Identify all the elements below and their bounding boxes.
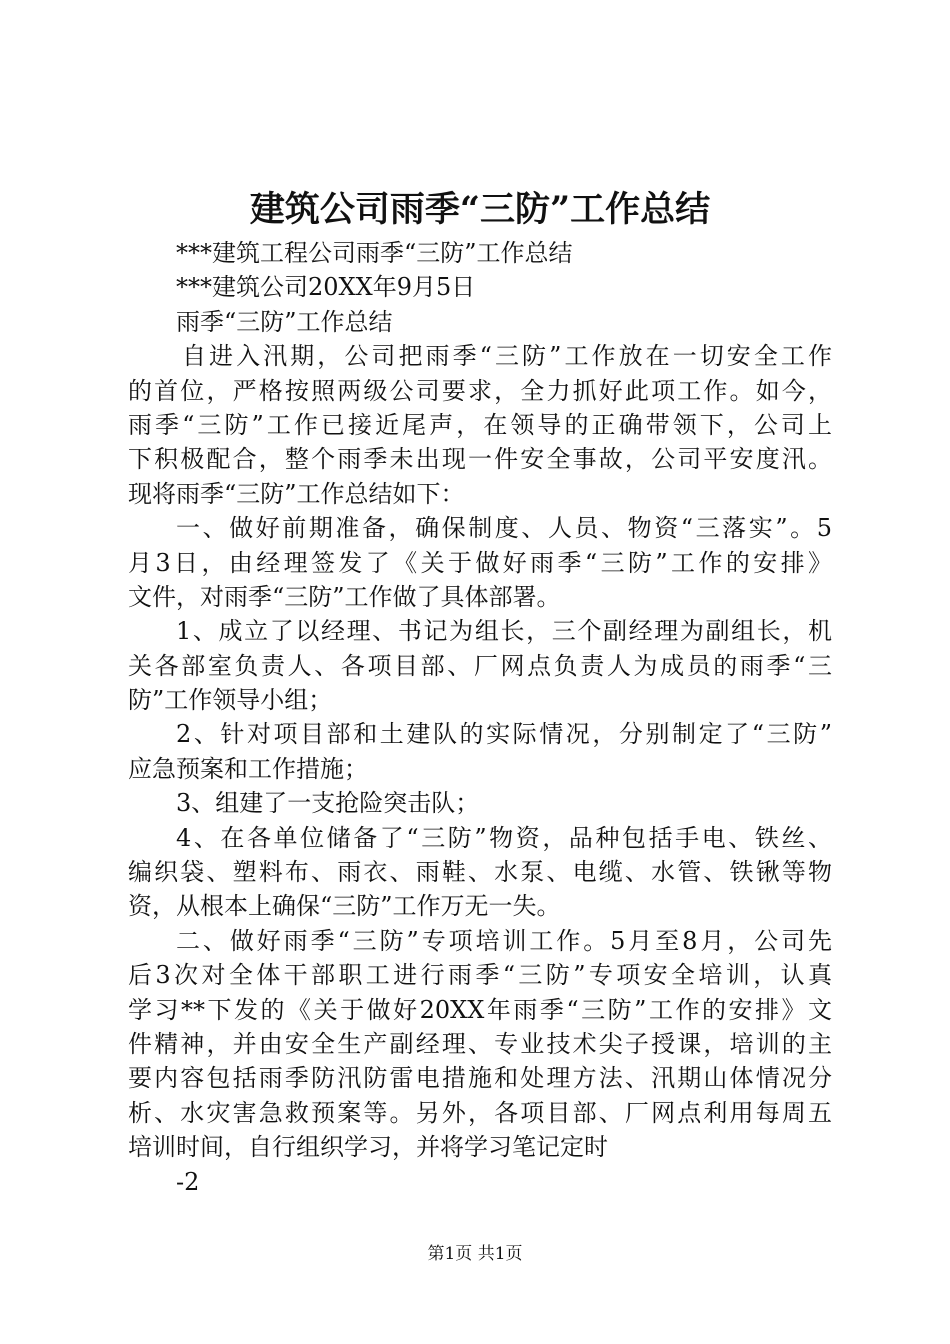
body-line: 一、做好前期准备，确保制度、人员、物资“三落实”。5 bbox=[176, 514, 832, 543]
body-line: 件精神，并由安全生产副经理、专业技术尖子授课，培训的主 bbox=[128, 1029, 832, 1058]
body-line: 的首位，严格按照两级公司要求，全力抓好此项工作。如今， bbox=[128, 376, 832, 405]
body-line: 关各部室负责人、各项目部、厂网点负责人为成员的雨季“三 bbox=[128, 651, 832, 680]
body-line: -2 bbox=[176, 1167, 200, 1196]
body-line: ***建筑工程公司雨季“三防”工作总结 bbox=[176, 239, 573, 267]
document-title: 建筑公司雨季“三防”工作总结 bbox=[249, 189, 711, 230]
body-line: 后3次对全体干部职工进行雨季“三防”专项安全培训，认真 bbox=[128, 961, 832, 990]
body-line: 文件，对雨季“三防”工作做了具体部署。 bbox=[128, 582, 561, 611]
body-line: 月3日，由经理签发了《关于做好雨季“三防”工作的安排》 bbox=[128, 548, 832, 577]
body-line: 自进入汛期，公司把雨季“三防”工作放在一切安全工作 bbox=[182, 342, 832, 371]
body-line: 4、在各单位储备了“三防”物资，品种包括手电、铁丝、 bbox=[176, 823, 832, 852]
body-line: 培训时间，自行组织学习，并将学习笔记定时 bbox=[128, 1133, 608, 1162]
body-line: 雨季“三防”工作已接近尾声，在领导的正确带领下，公司上 bbox=[128, 410, 832, 439]
body-line: 下积极配合，整个雨季未出现一件安全事故，公司平安度汛。 bbox=[128, 445, 832, 474]
body-line: 现将雨季“三防”工作总结如下： bbox=[128, 479, 465, 508]
body-line: 3、组建了一支抢险突击队； bbox=[176, 789, 480, 818]
body-line: 要内容包括雨季防汛防雷电措施和处理方法、汛期山体情况分 bbox=[128, 1064, 832, 1093]
page-footer: 第1页 共1页 bbox=[427, 1244, 523, 1264]
body-line: 学习**下发的《关于做好20XX年雨季“三防”工作的安排》文 bbox=[128, 995, 832, 1024]
body-line: 二、做好雨季“三防”专项培训工作。5月至8月，公司先 bbox=[176, 926, 832, 955]
body-line: 析、水灾害急救预案等。另外，各项目部、厂网点利用每周五 bbox=[128, 1098, 832, 1127]
body-line: 应急预案和工作措施； bbox=[128, 754, 368, 783]
body-line: ***建筑公司20XX年9月5日 bbox=[176, 273, 476, 302]
body-line: 资，从根本上确保“三防”工作万无一失。 bbox=[128, 892, 561, 921]
body-line: 1、成立了以经理、书记为组长，三个副经理为副组长，机 bbox=[176, 617, 832, 646]
body-line: 编织袋、塑料布、雨衣、雨鞋、水泵、电缆、水管、铁锹等物 bbox=[128, 858, 832, 887]
body-line: 防”工作领导小组； bbox=[128, 686, 333, 715]
document-body bbox=[128, 236, 832, 1199]
body-line: 雨季“三防”工作总结 bbox=[176, 307, 393, 336]
body-line: 2、针对项目部和土建队的实际情况，分别制定了“三防” bbox=[176, 720, 832, 749]
